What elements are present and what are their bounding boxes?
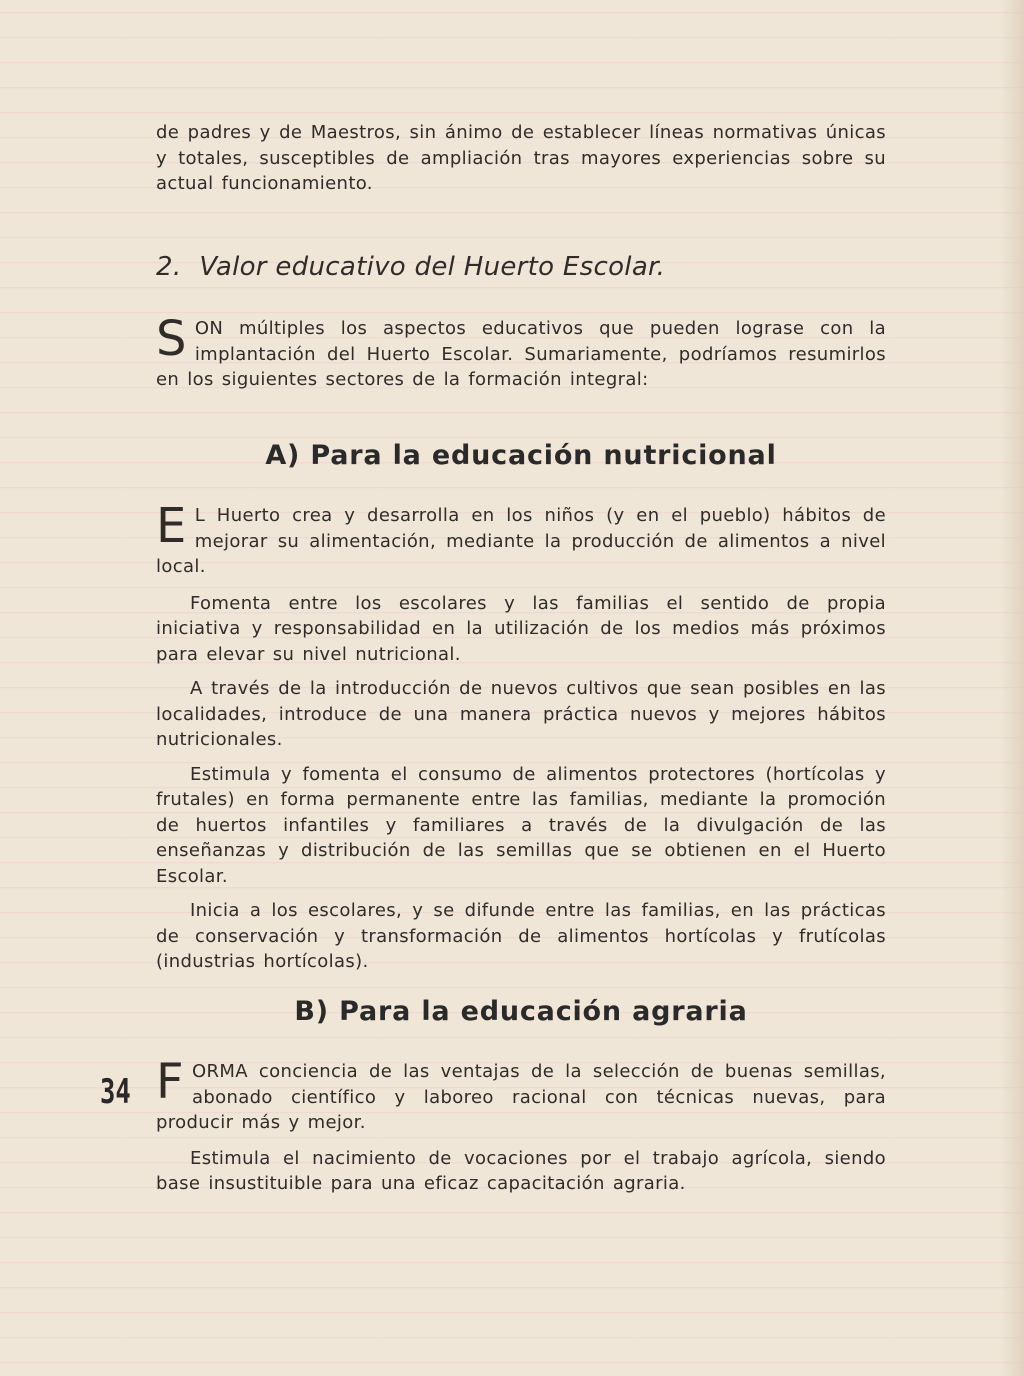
paragraph-a-3: A través de la introducción de nuevos cultivos que sean posibles en las localidades, introduce de una manera práctica nuevos y mejores hábitos nutricionales.: [156, 678, 886, 750]
paragraph-b-2: Estimula el nacimiento de vocaciones por el trabajo agrícola, siendo base insustituible para una eficaz capacitación agraria.: [156, 1147, 886, 1194]
subsection-b-body: [156, 1054, 886, 1197]
paragraph-a-4: Estimula y fomenta el consumo de alimentos protectores (hortícolas y frutales) en forma permanente entre las familias, mediante la promoción de huertos infantiles y familiares a través de la divulgación de las enseñanzas y distribución de las semillas que se obtienen en el Huerto Escolar.: [156, 763, 886, 887]
paragraph-b-1: FORMA conciencia de las ventajas de la selección de buenas semillas, abonado científico y laboreo racional con técnicas nuevas, para producir más y mejor.: [156, 1054, 886, 1133]
section-title: [156, 252, 665, 282]
section-intro-block: [156, 311, 886, 393]
drop-cap: F: [156, 1054, 184, 1110]
subsection-b-title: B) Para la educación agraria: [294, 996, 748, 1027]
intro-block: [156, 120, 886, 197]
drop-cap: S: [156, 311, 187, 367]
section-number: 2.: [156, 252, 182, 282]
paragraph-a-2: Fomenta entre los escolares y las familias el sentido de propia iniciativa y responsabilidad en la utilización de los medios más próximos para elevar su nivel nutricional.: [156, 592, 886, 665]
paragraph-section-intro: SON múltiples los aspectos educativos que pueden lograse con la implantación del Huerto Escolar. Sumariamente, podríamos resumirlos en los siguientes sectores de la formación integral:: [156, 311, 886, 390]
page-number: 34: [100, 1072, 131, 1112]
paragraph-a-1: E L Huerto crea y desarrolla en los niños (y en el pueblo) hábitos de mejorar su alimentación, mediante la producción de alimentos a nivel local.: [156, 498, 886, 577]
subsection-a-title: A) Para la educación nutricional: [265, 440, 777, 471]
paragraph-intro: de padres y de Maestros, sin ánimo de establecer líneas normativas únicas y totales, susceptibles de ampliación tras mayores experiencias sobre su actual funcionamiento.: [156, 122, 886, 194]
paragraph-a-5: Inicia a los escolares, y se difunde entre las familias, en las prácticas de conservación y transformación de alimentos hortícolas y frutícolas (industrias hortícolas).: [156, 900, 886, 972]
section-heading: Valor educativo del Huerto Escolar.: [199, 252, 666, 282]
drop-cap: E: [156, 498, 187, 554]
subsection-a-body: [156, 498, 886, 975]
